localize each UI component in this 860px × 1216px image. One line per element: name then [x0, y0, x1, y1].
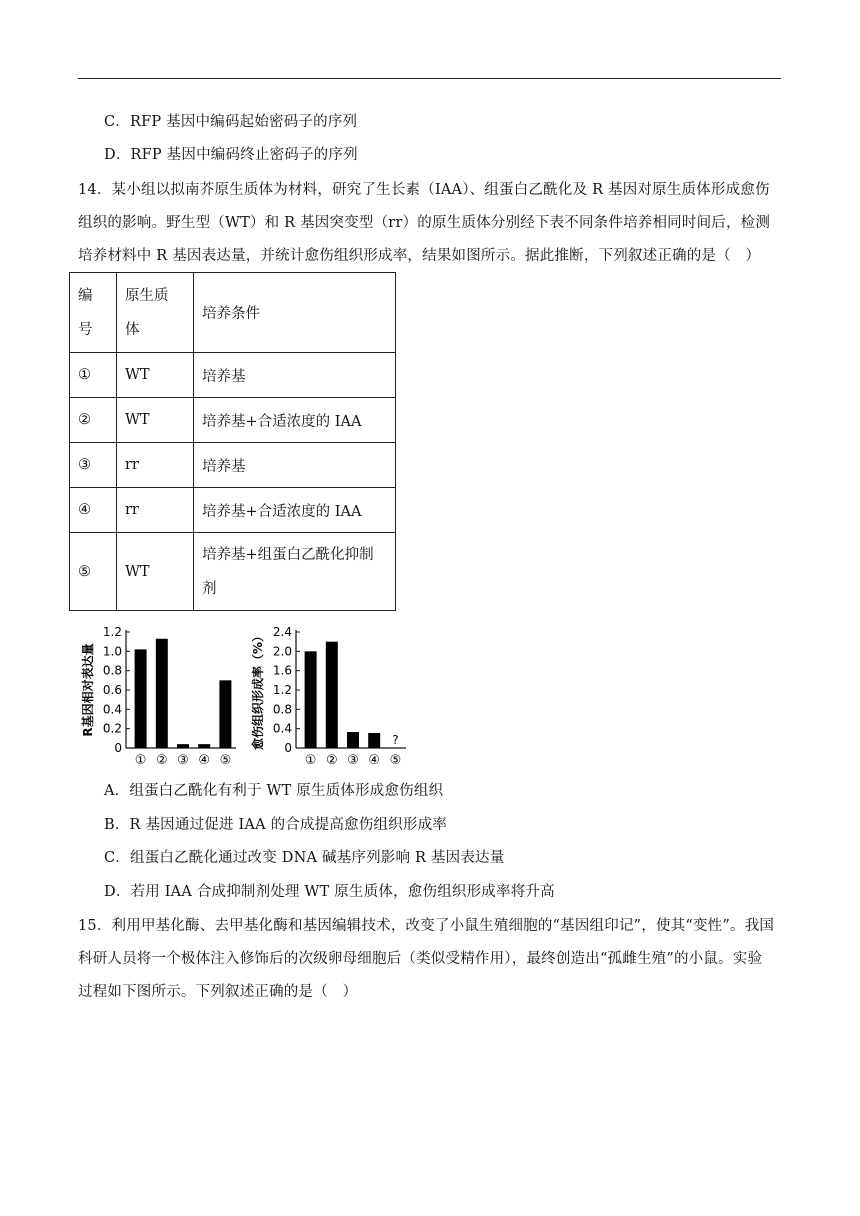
y-tick-label: 1.6: [272, 663, 292, 678]
y-tick-label: 0.6: [102, 683, 122, 697]
cell-condition: 培养基: [194, 443, 396, 488]
y-axis-label: 愈伤组织形成率（%）: [251, 629, 265, 751]
y-tick-label: 0: [114, 741, 122, 755]
y-tick-label: 2.0: [272, 644, 292, 659]
q15-stem-line-3: 过程如下图所示。下列叙述正确的是（ ）: [78, 984, 358, 1000]
table-header-row: [70, 273, 396, 353]
bar: [368, 733, 380, 748]
option-q13-c: C．RFP 基因中编码起始密码子的序列: [104, 114, 358, 130]
header-rule: [78, 78, 781, 79]
y-axis-label: R基因相对表达量: [81, 643, 95, 737]
bar: [198, 744, 210, 748]
y-tick-label: 0.8: [272, 702, 292, 717]
y-tick-label: 0.2: [102, 721, 122, 736]
cell-condition: 培养基+组蛋白乙酰化抑制剂: [202, 546, 374, 597]
cell-id: ⑤: [70, 533, 117, 611]
q14-option-c: C．组蛋白乙酰化通过改变 DNA 碱基序列影响 R 基因表达量: [104, 850, 505, 866]
bar: [135, 649, 147, 748]
bar: [177, 744, 189, 748]
chart-r-gene-expression: [78, 620, 258, 770]
bar: [219, 680, 231, 748]
q14-option-d: D．若用 IAA 合成抑制剂处理 WT 原生质体，愈伤组织形成率将升高: [104, 884, 555, 900]
cell-id: ④: [70, 488, 117, 533]
q14-stem-line-3: 培养材料中 R 基因表达量，并统计愈伤组织形成率，结果如图所示。据此推断，下列叙述正确的是（ ）: [78, 248, 761, 264]
table-row: [70, 398, 396, 443]
q15-stem-line-2: 科研人员将一个极体注入修饰后的次级卵母细胞后（类似受精作用），最终创造出“孤雌生殖”的小鼠。实验: [78, 951, 763, 967]
q15-stem-line-1: 15．利用甲基化酶、去甲基化酶和基因编辑技术，改变了小鼠生殖细胞的“基因组印记”，使其“变性”。我国: [78, 918, 775, 934]
y-tick-label: 1.2: [102, 625, 122, 639]
missing-value-label: ?: [392, 733, 399, 747]
x-tick-label: ②: [325, 753, 338, 768]
x-tick-label: ③: [177, 753, 189, 768]
x-tick-label: ①: [134, 753, 147, 768]
q14-stem-line-1: 14．某小组以拟南芥原生质体为材料，研究了生长素（IAA）、组蛋白乙酰化及 R 基因对原生质体形成愈伤: [78, 182, 770, 198]
q14-option-b: B．R 基因通过促进 IAA 的合成提高愈伤组织形成率: [104, 817, 447, 833]
y-tick-label: 0.4: [272, 721, 292, 736]
bar: [326, 642, 338, 748]
bar: [347, 732, 359, 748]
header-condition: 培养条件: [202, 306, 260, 322]
cell-condition: 培养基: [194, 353, 396, 398]
y-tick-label: 1.0: [102, 644, 122, 659]
header-id: 编号: [78, 287, 93, 338]
cell-id: ③: [70, 443, 117, 488]
x-tick-label: ④: [198, 753, 211, 768]
bar: [305, 651, 317, 748]
cell-id: ①: [70, 353, 117, 398]
x-tick-label: ③: [347, 753, 359, 768]
bar: [156, 639, 168, 748]
condition-table: [69, 272, 396, 611]
chart-callus-rate: [248, 620, 428, 770]
x-tick-label: ②: [155, 753, 168, 768]
option-q13-d: D．RFP 基因中编码终止密码子的序列: [104, 147, 358, 163]
cell-protoplast: WT: [117, 398, 194, 443]
y-tick-label: 2.4: [272, 625, 292, 639]
table-row: [70, 353, 396, 398]
cell-id: ②: [70, 398, 117, 443]
x-tick-label: ④: [368, 753, 381, 768]
header-protoplast: 原生质体: [125, 287, 169, 338]
y-tick-label: 0.4: [102, 702, 122, 717]
cell-protoplast: rr: [117, 488, 194, 533]
q14-option-a: A．组蛋白乙酰化有利于 WT 原生质体形成愈伤组织: [104, 783, 444, 799]
x-tick-label: ①: [304, 753, 317, 768]
y-tick-label: 0: [284, 741, 292, 755]
cell-protoplast: WT: [117, 353, 194, 398]
x-tick-label: ⑤: [219, 753, 232, 768]
cell-condition: 培养基+合适浓度的 IAA: [194, 398, 396, 443]
cell-condition: 培养基+合适浓度的 IAA: [194, 488, 396, 533]
y-tick-label: 1.2: [272, 683, 292, 697]
cell-protoplast: WT: [117, 533, 194, 611]
table-row: [70, 443, 396, 488]
cell-protoplast: rr: [117, 443, 194, 488]
y-tick-label: 0.8: [102, 663, 122, 678]
table-row: [70, 533, 396, 611]
q14-stem-line-2: 组织的影响。野生型（WT）和 R 基因突变型（rr）的原生质体分别经下表不同条件培养相同时间后，检测: [78, 215, 771, 231]
x-tick-label: ⑤: [389, 753, 402, 768]
table-row: [70, 488, 396, 533]
